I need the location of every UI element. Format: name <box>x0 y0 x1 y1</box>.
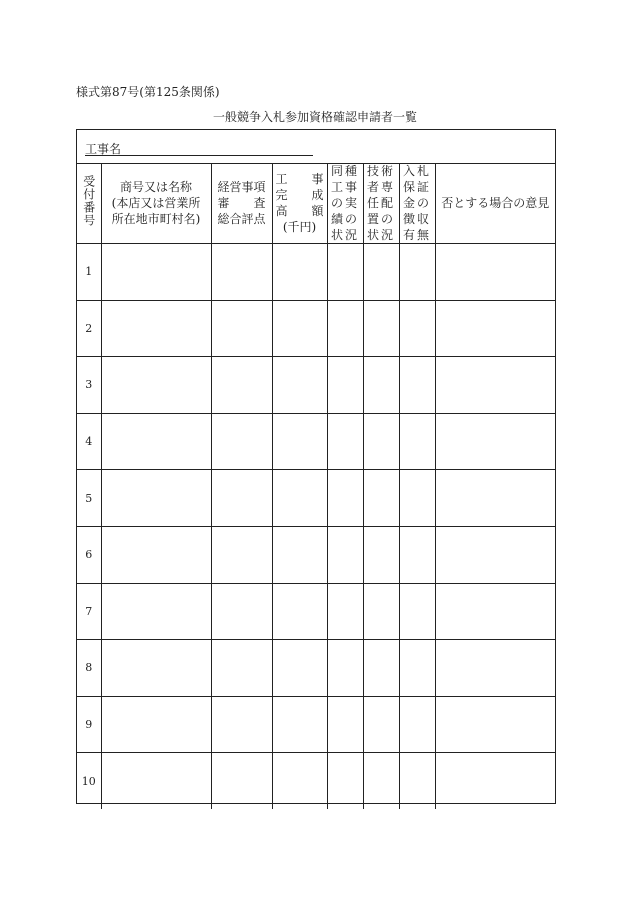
completion-amount-cell[interactable] <box>272 696 327 753</box>
completion-amount-cell[interactable] <box>272 413 327 470</box>
project-name-row <box>77 130 555 164</box>
header-receipt-no: 受付番号 <box>77 163 101 244</box>
engineer-cell[interactable] <box>363 753 399 809</box>
applicant-table <box>77 163 555 809</box>
engineer-cell[interactable] <box>363 470 399 527</box>
header-company-name-line2: (本店又は営業所 <box>111 196 201 210</box>
table-row <box>77 300 555 357</box>
rejection-opinion-cell[interactable] <box>435 244 555 301</box>
company-name-cell[interactable] <box>101 640 211 697</box>
evaluation-cell[interactable] <box>211 526 272 583</box>
engineer-cell[interactable] <box>363 526 399 583</box>
header-engineer-line2: 者専 <box>366 180 395 194</box>
header-same-type-line1: 同種 <box>330 164 359 178</box>
header-evaluation-line1: 経営事項 <box>217 180 266 194</box>
same-type-record-cell[interactable] <box>327 300 363 357</box>
same-type-record-cell[interactable] <box>327 470 363 527</box>
header-company-name <box>101 163 211 244</box>
header-same-type-line4: 績の <box>330 212 359 226</box>
header-engineer-line5: 状況 <box>366 228 395 242</box>
table-row <box>77 753 555 809</box>
rejection-opinion-cell[interactable] <box>435 640 555 697</box>
header-bid-bond-line1: 入札 <box>402 164 431 178</box>
header-bid-bond-line2: 保証 <box>402 180 431 194</box>
rejection-opinion-cell[interactable] <box>435 696 555 753</box>
company-name-cell[interactable] <box>101 413 211 470</box>
completion-amount-cell[interactable] <box>272 357 327 414</box>
evaluation-cell[interactable] <box>211 753 272 809</box>
evaluation-cell[interactable] <box>211 357 272 414</box>
header-same-type-line3: の実 <box>330 196 359 210</box>
same-type-record-cell[interactable] <box>327 413 363 470</box>
engineer-cell[interactable] <box>363 583 399 640</box>
evaluation-cell[interactable] <box>211 413 272 470</box>
table-row <box>77 583 555 640</box>
receipt-number-cell: 6 <box>77 526 101 583</box>
rejection-opinion-cell[interactable] <box>435 357 555 414</box>
header-bid-bond <box>399 163 435 244</box>
receipt-number-cell: 9 <box>77 696 101 753</box>
rejection-opinion-cell[interactable] <box>435 470 555 527</box>
table-row <box>77 413 555 470</box>
engineer-cell[interactable] <box>363 244 399 301</box>
receipt-number-cell: 3 <box>77 357 101 414</box>
table-row <box>77 696 555 753</box>
same-type-record-cell[interactable] <box>327 244 363 301</box>
form-number: 様式第87号(第125条関係) <box>76 85 220 99</box>
header-bid-bond-line4: 徴収 <box>402 212 431 226</box>
engineer-cell[interactable] <box>363 300 399 357</box>
table-row <box>77 357 555 414</box>
header-completion-line3: 高 額 <box>275 204 324 218</box>
header-evaluation-line3: 総合評点 <box>217 212 266 226</box>
header-row <box>77 163 555 244</box>
header-bid-bond-line5: 有無 <box>402 228 431 242</box>
same-type-record-cell[interactable] <box>327 753 363 809</box>
header-engineer-line3: 任配 <box>366 196 395 210</box>
receipt-number-cell: 2 <box>77 300 101 357</box>
receipt-number-cell: 10 <box>77 753 101 809</box>
same-type-record-cell[interactable] <box>327 583 363 640</box>
table-row <box>77 470 555 527</box>
project-name-field[interactable] <box>85 155 313 156</box>
evaluation-cell[interactable] <box>211 583 272 640</box>
bid-bond-cell[interactable] <box>399 753 435 809</box>
same-type-record-cell[interactable] <box>327 696 363 753</box>
completion-amount-cell[interactable] <box>272 244 327 301</box>
bid-bond-cell[interactable] <box>399 696 435 753</box>
receipt-number-cell: 4 <box>77 413 101 470</box>
header-engineer <box>363 163 399 244</box>
bid-bond-cell[interactable] <box>399 583 435 640</box>
header-engineer-line1: 技術 <box>366 164 395 178</box>
header-bid-bond-line3: 金の <box>402 196 431 210</box>
evaluation-cell[interactable] <box>211 640 272 697</box>
table-row <box>77 640 555 697</box>
header-completion-amount <box>272 163 327 244</box>
table-row <box>77 244 555 301</box>
bid-bond-cell[interactable] <box>399 413 435 470</box>
header-evaluation <box>211 163 272 244</box>
bid-bond-cell[interactable] <box>399 244 435 301</box>
rejection-opinion-cell[interactable] <box>435 526 555 583</box>
bid-bond-cell[interactable] <box>399 640 435 697</box>
evaluation-cell[interactable] <box>211 696 272 753</box>
header-engineer-line4: 置の <box>366 212 395 226</box>
evaluation-cell[interactable] <box>211 300 272 357</box>
header-evaluation-line2: 審 査 <box>217 196 266 210</box>
completion-amount-cell[interactable] <box>272 300 327 357</box>
same-type-record-cell[interactable] <box>327 640 363 697</box>
engineer-cell[interactable] <box>363 357 399 414</box>
header-completion-line2: 完 成 <box>275 188 324 202</box>
company-name-cell[interactable] <box>101 753 211 809</box>
completion-amount-cell[interactable] <box>272 753 327 809</box>
bid-bond-cell[interactable] <box>399 526 435 583</box>
header-same-type-record <box>327 163 363 244</box>
company-name-cell[interactable] <box>101 526 211 583</box>
receipt-number-cell: 7 <box>77 583 101 640</box>
receipt-number-cell: 1 <box>77 244 101 301</box>
same-type-record-cell[interactable] <box>327 526 363 583</box>
bid-bond-cell[interactable] <box>399 470 435 527</box>
applicant-list-sheet <box>76 129 556 804</box>
bid-bond-cell[interactable] <box>399 357 435 414</box>
engineer-cell[interactable] <box>363 640 399 697</box>
rejection-opinion-cell[interactable] <box>435 583 555 640</box>
bid-bond-cell[interactable] <box>399 300 435 357</box>
company-name-cell[interactable] <box>101 244 211 301</box>
header-rejection-opinion: 否とする場合の意見 <box>435 163 555 244</box>
company-name-cell[interactable] <box>101 470 211 527</box>
header-company-name-line1: 商号又は名称 <box>119 180 192 194</box>
engineer-cell[interactable] <box>363 413 399 470</box>
project-name-label: 工事名 <box>85 142 122 156</box>
document-title: 一般競争入札参加資格確認申請者一覧 <box>212 110 417 124</box>
company-name-cell[interactable] <box>101 357 211 414</box>
header-completion-line4: (千円) <box>282 220 317 234</box>
evaluation-cell[interactable] <box>211 244 272 301</box>
completion-amount-cell[interactable] <box>272 640 327 697</box>
evaluation-cell[interactable] <box>211 470 272 527</box>
receipt-number-cell: 8 <box>77 640 101 697</box>
receipt-number-cell: 5 <box>77 470 101 527</box>
header-company-name-line3: 所在地市町村名) <box>111 212 201 226</box>
same-type-record-cell[interactable] <box>327 357 363 414</box>
table-row <box>77 526 555 583</box>
completion-amount-cell[interactable] <box>272 526 327 583</box>
company-name-cell[interactable] <box>101 583 211 640</box>
completion-amount-cell[interactable] <box>272 470 327 527</box>
completion-amount-cell[interactable] <box>272 583 327 640</box>
header-completion-line1: 工 事 <box>275 172 324 186</box>
header-same-type-line2: 工事 <box>330 180 359 194</box>
rejection-opinion-cell[interactable] <box>435 753 555 809</box>
engineer-cell[interactable] <box>363 696 399 753</box>
rejection-opinion-cell[interactable] <box>435 300 555 357</box>
company-name-cell[interactable] <box>101 300 211 357</box>
header-same-type-line5: 状況 <box>330 228 359 242</box>
company-name-cell[interactable] <box>101 696 211 753</box>
rejection-opinion-cell[interactable] <box>435 413 555 470</box>
